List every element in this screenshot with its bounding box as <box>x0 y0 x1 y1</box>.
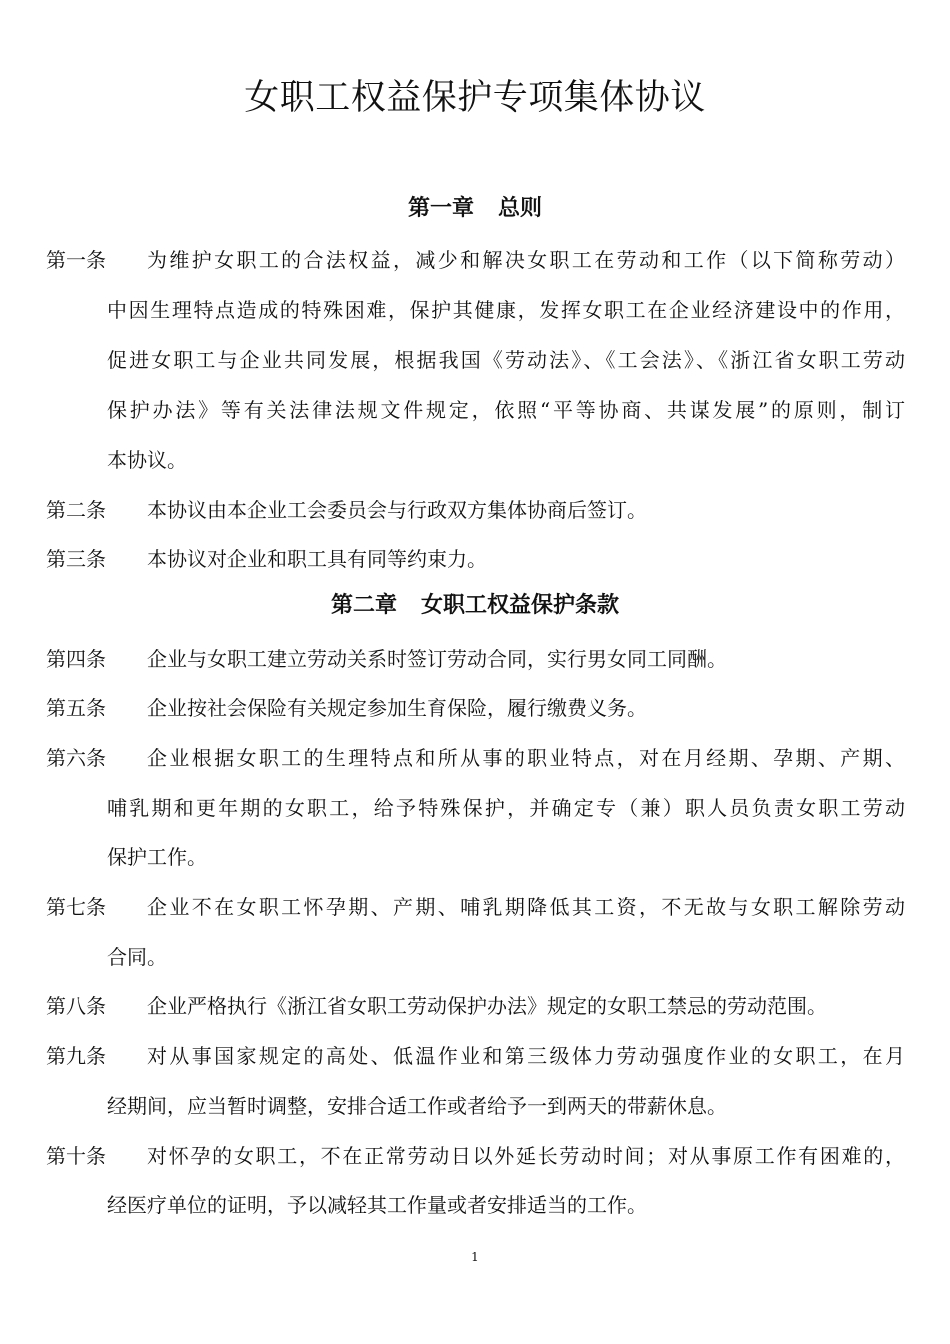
article-text-line: 企业严格执行《浙江省女职工劳动保护办法》规定的女职工禁忌的劳动范围。 <box>147 994 827 1018</box>
article-text-line: 本协议。 <box>107 448 187 472</box>
article-label: 第八条 <box>46 994 106 1018</box>
article-text-line: 中因生理特点造成的特殊困难，保护其健康，发挥女职工在企业经济建设中的作用， <box>107 298 905 322</box>
article-text-line: 企业不在女职工怀孕期、产期、哺乳期降低其工资，不无故与女职工解除劳动 <box>147 895 905 919</box>
article-text-line: 本协议由本企业工会委员会与行政双方集体协商后签订。 <box>147 498 647 522</box>
article-text-line: 哺乳期和更年期的女职工，给予特殊保护，并确定专（兼）职人员负责女职工劳动 <box>107 796 905 820</box>
article-label: 第三条 <box>46 547 106 571</box>
article-label: 第一条 <box>46 248 106 272</box>
article-text-line: 保护工作。 <box>107 845 207 869</box>
article-label: 第四条 <box>46 647 106 671</box>
chapter-name: 总则 <box>498 196 543 221</box>
article-text-line: 经医疗单位的证明，予以减轻其工作量或者安排适当的工作。 <box>107 1193 647 1217</box>
page-number: 1 <box>471 1250 479 1264</box>
article-label: 第十条 <box>46 1144 106 1168</box>
article-text-line: 合同。 <box>107 945 167 969</box>
article-label: 第九条 <box>46 1044 106 1068</box>
article-text-line: 企业与女职工建立劳动关系时签订劳动合同，实行男女同工同酬。 <box>147 647 727 671</box>
article-label: 第六条 <box>46 746 106 770</box>
chapter-heading-1 <box>0 194 950 224</box>
chapter-number: 第一章 <box>407 196 474 221</box>
chapter-number: 第二章 <box>330 593 397 618</box>
article-label: 第七条 <box>46 895 106 919</box>
article-text-line: 对从事国家规定的高处、低温作业和第三级体力劳动强度作业的女职工，在月 <box>147 1044 905 1068</box>
chapter-name: 女职工权益保护条款 <box>421 593 620 618</box>
article-text-line: 企业按社会保险有关规定参加生育保险，履行缴费义务。 <box>147 696 647 720</box>
article-text-line: 本协议对企业和职工具有同等约束力。 <box>147 547 487 571</box>
chapter-heading-2 <box>0 591 950 621</box>
document-title: 女职工权益保护专项集体协议 <box>244 78 706 118</box>
article-text-line: 经期间，应当暂时调整，安排合适工作或者给予一到两天的带薪休息。 <box>107 1094 727 1118</box>
article-text-line: 对怀孕的女职工，不在正常劳动日以外延长劳动时间；对从事原工作有困难的， <box>147 1144 905 1168</box>
article-label: 第二条 <box>46 498 106 522</box>
article-text-line: 促进女职工与企业共同发展，根据我国《劳动法》、《工会法》、《浙江省女职工劳动 <box>107 348 905 372</box>
article-text-line: 保护办法》等有关法律法规文件规定，依照“平等协商、共谋发展”的原则，制订 <box>107 398 905 422</box>
article-text-line: 为维护女职工的合法权益，减少和解决女职工在劳动和工作（以下简称劳动） <box>147 248 905 272</box>
article-label: 第五条 <box>46 696 106 720</box>
article-text-line: 企业根据女职工的生理特点和所从事的职业特点，对在月经期、孕期、产期、 <box>147 746 905 770</box>
